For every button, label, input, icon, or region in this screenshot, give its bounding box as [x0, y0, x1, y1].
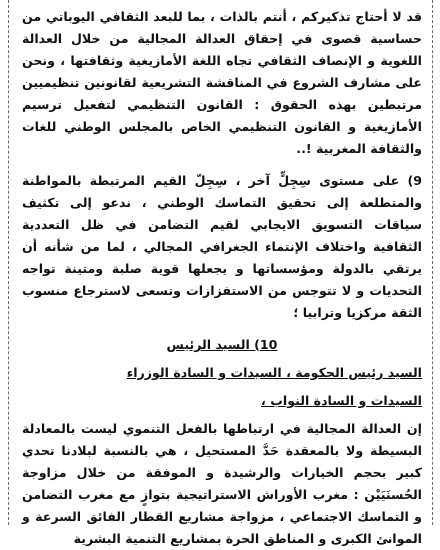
paragraph-cultural-justice: قد لا أحتاج تذكيركم ، أنتم بالذات ، بما للبعد الثقافي اليوباتي من حساسية قصوى في إحقاق العدالة المجالية من خلال العدالة اللغوية و الإنصاف الثقافي تجاه اللغة الأمازيغية وثقافتها ، ونحن على مشارف الشروع في المناقشة التشريعية لقانونين تنظيميين مرتبطين بهذه الحقوق : القانون التنظيمي لتفعيل ترسيم الأمازيغية و القانون التنظيمي الخاص بالمجلس الوطني للغات والثقافة المغربية !..	[22, 9, 422, 156]
section-heading-text: السيد الرئيس	[166, 337, 250, 352]
section-heading-10	[22, 334, 422, 356]
address-line-deputies: السيدات و السادة النواب ،	[261, 393, 422, 408]
address-line-government: السيد رئيس الحكومة ، السيدات و السادة الوزراء	[126, 365, 422, 380]
section-number: 10)	[254, 337, 278, 352]
paragraph-item-9: 9) على مستوى سِجِلٍّ آخر ، سِجِلّ القيم المرتبطة بالمواطنة والمتطلعة إلى تحقيق التماسك الوطني ، ندعو إلى تكثيف سياقات التسويق الايجابي لقيم التضامن في ظل التعددية الثقافية واختلاف الإنتماء الجغرافي المجالي ، لما من شأنه أن يرتقي بالدولة ومؤسساتها و يجعلها قوية صلبة ومتينة تواجه التحديات و لا تتوجس من الاستفزازات وتسعى لاسترجاع منسوب الثقة مركزيا وترابيا ؛	[22, 173, 422, 320]
paragraph-development-justice: إن العدالة المجالية في ارتباطها بالفعل التنموي ليست بالمعادلة البسيطة ولا بالمعقدة حَدَّ المستحيل ، هي بالنسبة لبلادنا تحدي كبير بحجم الخيارات والرشيدة و الموفقة من خلال مزاوجة الحُسنَيَيْن : مغرب الأوراش الاستراتيجية بتوازٍ مع مغرب التضامن و التماسك الاجتماعي ، مزواجة مشاريع القطار الفائق السرعة و الموانئ الكبرى و المناطق الحرة بمشاريع التنمية البشرية	[22, 421, 422, 546]
document-body	[22, 6, 422, 550]
